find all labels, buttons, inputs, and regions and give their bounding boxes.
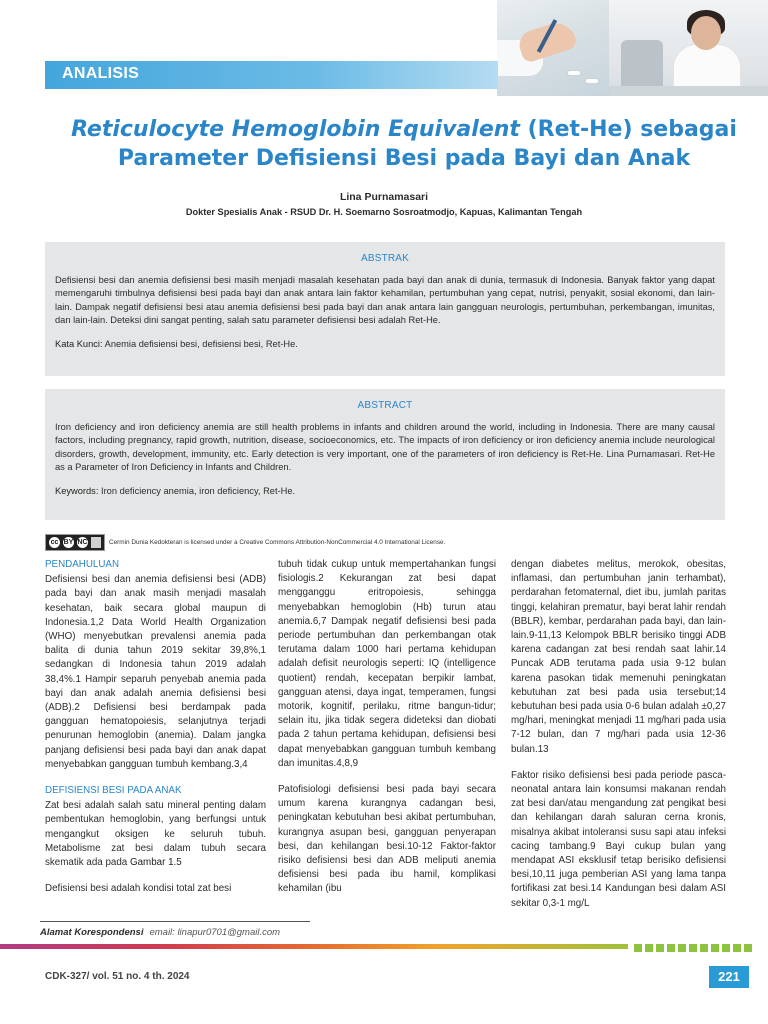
footer-color-stripe [0,944,768,953]
abstract-citation: Lina Purnamasari. Ret-He as a Parameter of Iron Deficiency in Infants and Children. [55,448,715,473]
by-icon: BY [63,538,74,546]
nc-icon: NC [77,538,88,546]
paragraph: Defisiensi besi dan anemia defisiensi besi (ADB) pada bayi dan anak masih menjadi masalah kesehatan, baik secara global maupun di Indonesia.1,2 Data World Health Organization (WHO) menyebutkan prevalensi anemia pada balita di dunia tahun 2019 sekitar 39,8%,1 sedangkan di Indonesia tahun 2019 adalah 38,4%.1 Hampir separuh penyebab anemia pada bayi dan anak adalah anemia defisiensi besi (ADB).2 Defisiensi besi berdampak pada gangguan hematopoiesis, selanjutnya terjadi penurunan hemoglobin (anemia). Dalam jangka panjang defisiensi besi pada bayi dan anak dapat menyebabkan gangguan tumbuh kembang.3,4 [45,574,266,770]
correspondence-email[interactable]: email: linapur0701@gmail.com [149,927,281,938]
abstrak-keywords-text: Anemia defisiensi besi, defisiensi besi, Ret-He. [102,338,298,349]
cc-icon: cc [50,538,59,546]
abstract-body: Iron deficiency and iron deficiency anemia are still health problems in infants and children around the world, including in Indonesia. There are many causal factors, including pregnancy, rapid growth, nutrition, disease, socioeconomics, etc. The impacts of iron deficiency or iron deficiency anemia include neurological disorders, growth, development, immunity, etc. Early detection is very important, one of the parameters of iron deficiency is Ret-He. [55,422,715,459]
paragraph: Patofisiologi defisiensi besi pada bayi secara umum karena kurangnya cadangan besi, peningkatan kebutuhan besi akibat pertumbuhan, kurangnya asupan besi, gangguan penyerapan besi, dan kehilangan besi.10-12 Faktor-faktor risiko defisiensi besi dan ADB meliputi anemia defisiensi besi pada ibu hamil, komplikasi kehamilan (ibu [278,784,496,895]
doctor-writing-photo [497,0,609,96]
body-column-1 [45,558,266,908]
section-heading-defisiensi: DEFISIENSI BESI PADA ANAK [45,785,182,797]
decorative-squares [634,944,752,953]
abstract-text [55,421,715,475]
paragraph: dengan diabetes melitus, merokok, obesitas, inflamasi, dan pertumbuhan janin terhambat), perdarahan fetomaternal, diet ibu, jumlah paritas tinggi, kelahiran prematur, bayi berat lahir rendah (BBLR), kembar, perdarahan pada bayi, dan lain-lain.9-11,13 Kelompok BBLR berisiko tinggi ADB karena cadangan zat besi rendah saat lahir.14 Puncak ADB terutama pada usia 9-12 bulan karena pasokan tidak memenuhi peningkatan kebutuhan zat besi pada usia tersebut;14 kebutuhan besi pada usia 0-6 bulan adalah ±0,27 mg/hari, meningkat menjadi 11 mg/hari pada usia 7-12 bulan, dan 7 mg/hari pada usia 12-36 bulan.13 [511,559,726,755]
paragraph: tubuh tidak cukup untuk mempertahankan fungsi fisiologis.2 Kekurangan zat besi dapat mengganggu eritropoiesis, sehingga menyebabkan hemoglobin (Hb) turun atau anemia.6,7 Dampak negatif defisiensi besi pada periode pertumbuhan dan perkembangan otak terutama dalam 1000 hari pertama kehidupan adalah defisit neurologis seperti: IQ (intelligence quotient) rendah, kecepatan berpikir lambat, gangguan atensi, daya ingat, temperamen, fungsi motorik, kognitif, perilaku, ritme bangun-tidur; selain itu, jika tidak segera dideteksi dan diobati pada 2 tahun pertama kehidupan, defisiensi besi dapat menyebabkan gangguan tumbuh kembang dan imunitas.4,8,9 [278,559,496,769]
author-name: Lina Purnamasari [339,191,429,203]
paragraph: Defisiensi besi adalah kondisi total zat besi [45,883,232,895]
abstract-keywords-text: Iron deficiency anemia, iron deficiency, Ret-He. [98,485,296,496]
abstrak-box [45,242,725,376]
abstrak-keywords-label: Kata Kunci: [55,338,103,349]
license-text: Cermin Dunia Kedokteran is licensed under a Creative Commons Attribution-NonCommercial 4.0 International License. [109,538,446,546]
title-line2: Parameter Defisiensi Besi pada Bayi dan Anak [117,146,691,171]
license-row [45,533,445,551]
abstract-keywords [55,485,715,498]
correspondence-divider [40,921,310,922]
abstrak-heading: ABSTRAK [360,253,410,264]
author-affiliation: Dokter Spesialis Anak - RSUD Dr. H. Soemarno Sosroatmodjo, Kapuas, Kalimantan Tengah [185,207,583,217]
correspondence-label: Alamat Korespondensi [40,927,144,938]
section-heading-pendahuluan: PENDAHULUAN [45,559,120,570]
body-column-3 [511,558,726,923]
abstract-box [45,389,725,520]
page-number: 221 [709,966,749,988]
title-line1-rest: (Ret-He) sebagai [519,117,737,142]
journal-citation: CDK-327/ vol. 51 no. 4 th. 2024 [45,971,190,982]
body-column-2 [278,558,496,909]
abstract-heading: ABSTRACT [357,400,413,411]
paragraph: Zat besi adalah salah satu mineral penting dalam pembentukan hemoglobin, yang berfungsi untuk mengangkut oksigen ke seluruh tubuh. Metabolisme zat besi dalam tubuh secara skematik ada pada Gambar 1.5 [45,800,266,869]
creative-commons-badge-icon[interactable] [45,534,105,551]
figure-link[interactable]: Gambar 1 [129,857,174,869]
section-label-bar [45,61,498,89]
doctor-at-desk-photo [609,0,768,96]
abstrak-text: Defisiensi besi dan anemia defisiensi besi masih menjadi masalah kesehatan pada bayi dan anak di dunia, termasuk di Indonesia. Banyak faktor yang dapat memengaruhi timbulnya defisiensi besi pada bayi dan anak antara lain faktor kehamilan, pertumbuhan yang cepat, nutrisi, penyakit, sosial ekonomi, dan lain-lain. Dampak negatif defisiensi besi atau anemia defisiensi besi pada bayi dan anak antara lain gangguan neurologis, pertumbuhan, perkembangan, imunitas, dan lain-lain. Deteksi dini sangat penting, salah satu parameter defisiensi besi adalah Ret-He. [55,275,715,326]
section-label: ANALISIS [62,65,140,82]
abstrak-keywords [55,338,715,351]
article-title [40,115,768,173]
abstract-keywords-label: Keywords: [55,485,99,496]
correspondence [40,927,280,938]
header-photo-strip [497,0,768,96]
title-italic-part: Reticulocyte Hemoglobin Equivalent [71,117,520,142]
paragraph: Faktor risiko defisiensi besi pada periode pasca-neonatal antara lain konsumsi makanan rendah zat besi dan/atau mengandung zat pengikat besi dan kehilangan darah saluran cerna kronis, misalnya akibat intoleransi susu sapi atau infeksi cacing tambang.9 Bayi cukup bulan yang mendapat ASI eksklusif tetap berisiko defisiensi besi,10,11 juga pemberian ASI yang lama tanpa fortifikasi zat besi.14 Kandungan besi dalam ASI sekitar 0,3-1 mg/L [511,769,726,909]
